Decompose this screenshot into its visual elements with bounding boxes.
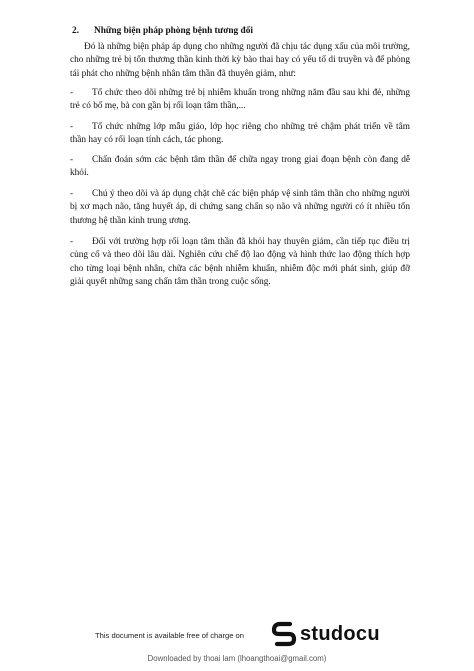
intro-paragraph bbox=[70, 41, 410, 81]
list-item-text: Tổ chức những lớp mẫu giáo, lớp học riêng cho những trẻ chậm phát triển về tâm thần hay có rối loạn tính cách, tác phong. bbox=[70, 122, 410, 146]
list-item-text: Chẩn đoán sớm các bệnh tâm thần để chữa ngay trong giai đoạn bệnh còn đang dễ khỏi. bbox=[70, 155, 410, 179]
section-number: 2. bbox=[72, 26, 79, 36]
studocu-logo[interactable] bbox=[271, 621, 380, 647]
list-item bbox=[70, 121, 410, 148]
list-item-text: Chú ý theo dõi và áp dụng chặt chẽ các biện pháp vệ sinh tâm thần cho những người bị xơ mạch não, tăng huyết áp, di chứng sang chấn sọ não và những người có ít nhiều tổn thương hệ thần kinh trung ương. bbox=[70, 189, 410, 226]
list-item bbox=[70, 236, 410, 290]
list-dash: - bbox=[70, 88, 74, 98]
list-dash: - bbox=[70, 237, 74, 247]
list-dash: - bbox=[70, 189, 74, 199]
list-dash: - bbox=[70, 122, 74, 132]
section-heading bbox=[72, 26, 253, 36]
list-item bbox=[70, 87, 410, 114]
studocu-wordmark: studocu bbox=[300, 622, 380, 645]
list-item bbox=[70, 154, 410, 181]
list-item-text: Tổ chức theo dõi những trẻ bị nhiễm khuẩn trong những năm đầu sau khi đẻ, những trẻ có bố mẹ, bà con gần bị rối loạn tâm thần,... bbox=[70, 88, 410, 112]
availability-notice: This document is available free of charge on bbox=[95, 631, 245, 640]
list-dash: - bbox=[70, 155, 74, 165]
list-item-text: Đối với trường hợp rối loạn tâm thần đã khỏi hay thuyên giảm, cần tiếp tục điều trị củng cố và theo dõi lâu dài. Nghiên cứu chế độ lao động và hình thức lao động thích hợp cho từng loại bệnh nhân, chữa các bệnh nhiễm khuẩn, nhiễm độc mới phát sinh, giúp đỡ giải quyết những sang chấn tâm thần trong cuộc sống. bbox=[70, 237, 410, 288]
list-item bbox=[70, 188, 410, 228]
paragraph-text: Đó là những biện pháp áp dụng cho những người đã chịu tác dụng xấu của môi trường, cho những trẻ bị tổn thương thần kinh thời kỳ bào thai hay có yếu tố di truyền và để phòng tái phát cho những bệnh nhân tâm thần đã thuyên giảm, như: bbox=[70, 42, 410, 79]
studocu-s-icon bbox=[271, 621, 297, 647]
section-title: Những biện pháp phòng bệnh tương đối bbox=[94, 26, 253, 36]
download-credit: Downloaded by thoai lam (lhoangthoai@gmail.com) bbox=[147, 654, 327, 663]
